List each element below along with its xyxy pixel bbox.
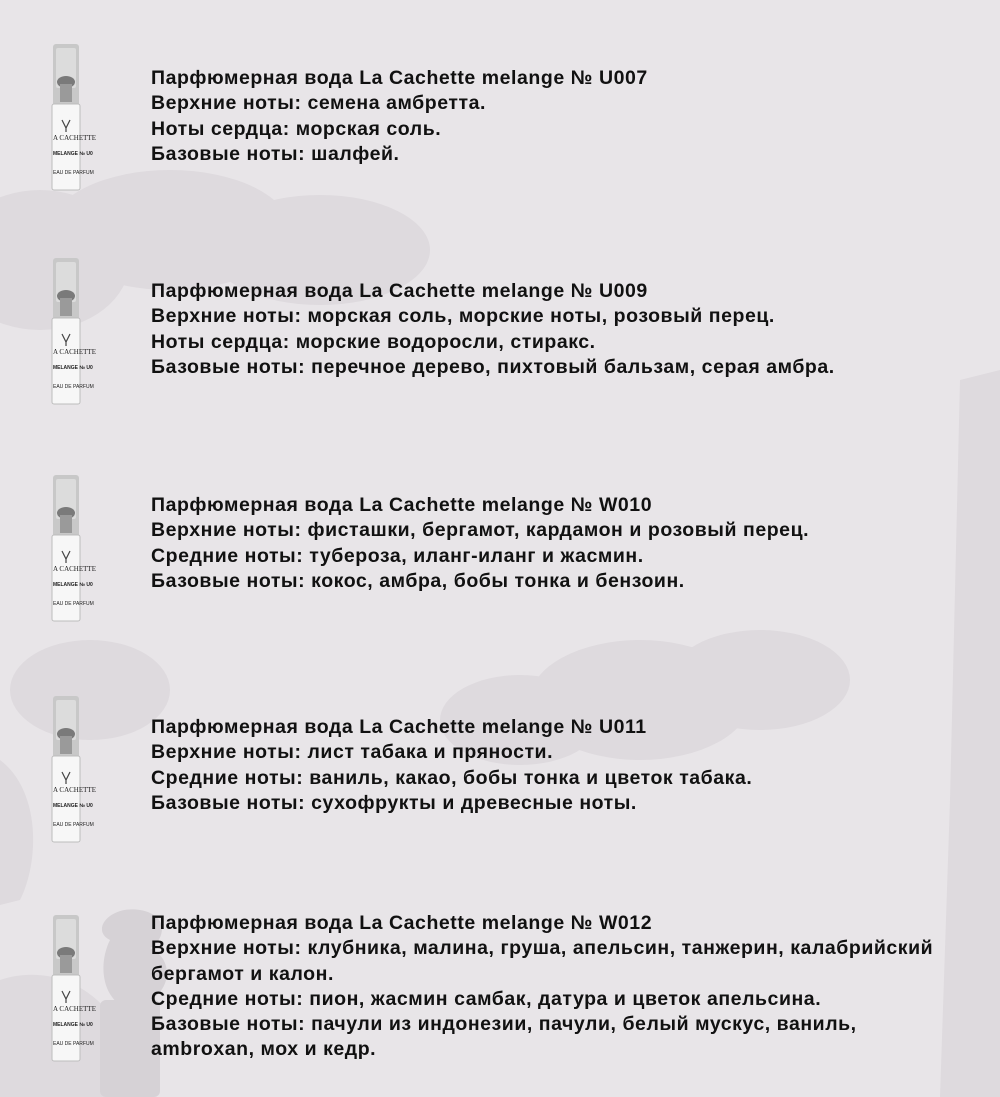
- product-notes: [151, 66, 981, 167]
- notes-line: Верхние ноты: семена амбретта.: [151, 92, 486, 115]
- svg-text:EAU DE PARFUM: EAU DE PARFUM: [53, 601, 94, 607]
- notes-line: Базовые ноты: пачули из индонезии, пачули, белый мускус, ваниль, ambroxan, мох и кедр.: [151, 1013, 857, 1061]
- notes-line: Базовые ноты: кокос, амбра, бобы тонка и бензоин.: [151, 569, 685, 592]
- svg-text:MELANGE № U0: MELANGE № U0: [53, 582, 93, 588]
- perfume-vial-image: [48, 696, 96, 842]
- product-notes: [151, 911, 961, 1063]
- product-title: Парфюмерная вода La Cachette melange № U011: [151, 716, 647, 738]
- notes-line: Ноты сердца: морские водоросли, стиракс.: [151, 330, 596, 353]
- notes-line: Верхние ноты: лист табака и пряности.: [151, 741, 554, 764]
- svg-text:A CACHETTE: A CACHETTE: [53, 134, 96, 142]
- svg-text:EAU DE PARFUM: EAU DE PARFUM: [53, 1041, 94, 1047]
- notes-line: Средние ноты: пион, жасмин самбак, датура и цветок апельсина.: [151, 987, 822, 1010]
- notes-line: Верхние ноты: фисташки, бергамот, кардамон и розовый перец.: [151, 519, 810, 542]
- notes-line: Верхние ноты: клубника, малина, груша, апельсин, танжерин, калабрийский бергамот и калон.: [151, 937, 934, 985]
- svg-text:EAU DE PARFUM: EAU DE PARFUM: [53, 384, 94, 390]
- notes-line: Базовые ноты: перечное дерево, пихтовый бальзам, серая амбра.: [151, 355, 835, 378]
- product-title: Парфюмерная вода La Cachette melange № U007: [151, 67, 648, 89]
- notes-line: Средние ноты: ваниль, какао, бобы тонка и цветок табака.: [151, 766, 753, 789]
- svg-text:A CACHETTE: A CACHETTE: [53, 1005, 96, 1013]
- notes-line: Ноты сердца: морская соль.: [151, 117, 442, 140]
- product-notes: [151, 493, 981, 594]
- svg-text:MELANGE № U0: MELANGE № U0: [53, 151, 93, 157]
- svg-text:EAU DE PARFUM: EAU DE PARFUM: [53, 170, 94, 176]
- svg-text:A CACHETTE: A CACHETTE: [53, 348, 96, 356]
- product-title: Парфюмерная вода La Cachette melange № W010: [151, 494, 653, 516]
- notes-line: Базовые ноты: сухофрукты и древесные ноты.: [151, 791, 637, 814]
- svg-text:A CACHETTE: A CACHETTE: [53, 565, 96, 573]
- perfume-vial-image: [48, 915, 96, 1061]
- notes-line: Средние ноты: тубероза, иланг-иланг и жасмин.: [151, 544, 644, 567]
- svg-text:A CACHETTE: A CACHETTE: [53, 786, 96, 794]
- product-notes: [151, 715, 981, 816]
- svg-text:EAU DE PARFUM: EAU DE PARFUM: [53, 822, 94, 828]
- svg-text:MELANGE № U0: MELANGE № U0: [53, 1022, 93, 1028]
- notes-line: Верхние ноты: морская соль, морские ноты, розовый перец.: [151, 305, 775, 328]
- perfume-vial-image: [48, 44, 96, 190]
- svg-text:MELANGE № U0: MELANGE № U0: [53, 365, 93, 371]
- perfume-vial-image: [48, 258, 96, 404]
- product-title: Парфюмерная вода La Cachette melange № U009: [151, 280, 648, 302]
- product-title: Парфюмерная вода La Cachette melange № W012: [151, 912, 653, 934]
- svg-text:MELANGE № U0: MELANGE № U0: [53, 803, 93, 809]
- perfume-vial-image: [48, 475, 96, 621]
- product-notes: [151, 279, 981, 380]
- notes-line: Базовые ноты: шалфей.: [151, 142, 400, 165]
